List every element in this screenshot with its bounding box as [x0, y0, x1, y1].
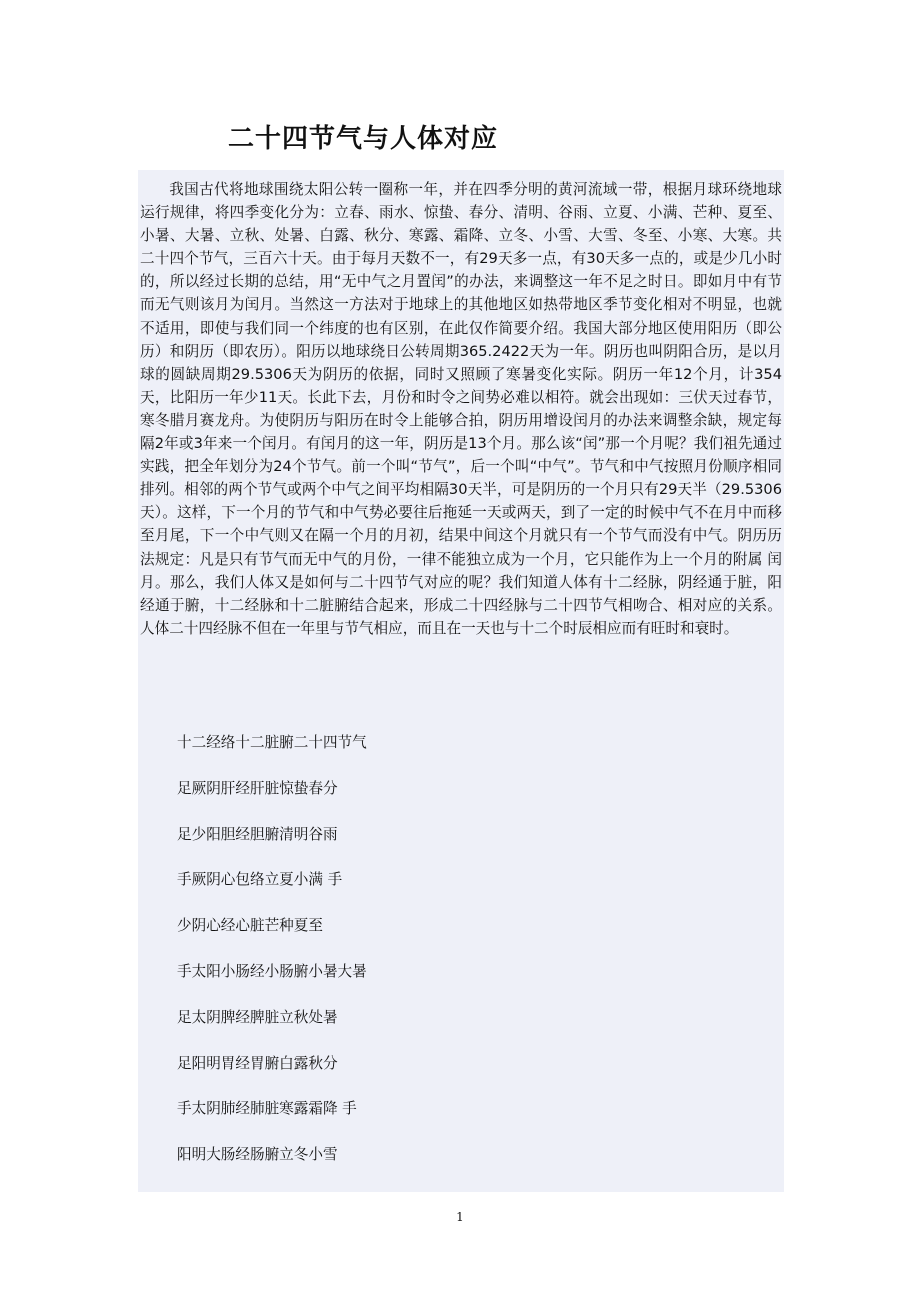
list-item: 手厥阴心包络立夏小满 手: [177, 871, 343, 889]
list-item: 手太阳小肠经小肠腑小暑大暑: [177, 962, 367, 980]
list-item: 足太阴脾经脾脏立秋处暑: [177, 1008, 338, 1026]
document-title: 二十四节气与人体对应: [228, 124, 499, 154]
meridian-solar-term-list: [177, 732, 367, 1190]
list-item: 少阴心经心脏芒种夏至: [177, 917, 323, 935]
list-item: 手太阴肺经肺脏寒露霜降 手: [177, 1100, 357, 1118]
page-number: 1: [456, 1210, 464, 1224]
list-item: 十二经络十二脏腑二十四节气: [177, 734, 367, 751]
list-item: 阳明大肠经肠腑立冬小雪: [177, 1146, 338, 1164]
list-item: 足厥阴肝经肝脏惊蛰春分: [177, 779, 338, 797]
body-paragraph: 我国古代将地球围绕太阳公转一圈称一年，并在四季分明的黄河流域一带，根据月球环绕地球运行规律，将四季变化分为：立春、雨水、惊蛰、春分、清明、谷雨、立夏、小满、芒种、夏至、小暑、大暑、立秋、处暑、白露、秋分、寒露、霜降、立冬、小雪、大雪、冬至、小寒、大寒。共二十四个节气，三百六十天。由于每月天数不一，有29天多一点，有30天多一点的，或是少几小时的，所以经过长期的总结，用“无中气之月置闰”的办法，来调整这一年不足之时日。即如月中有节而无气则该月为闰月。当然这一方法对于地球上的其他地区如热带地区季节变化相对不明显，也就不适用，即使与我们同一个纬度的也有区别，在此仅作简要介绍。我国大部分地区使用阳历（即公历）和阴历（即农历）。阳历以地球绕日公转周期365.2422天为一年。阴历也叫阴阳合历，是以月球的圆缺周期29.5306天为阴历的依据，同时又照顾了寒暑变化实际。阴历一年12个月，计354天，比阳历一年少11天。长此下去，月份和时令之间势必难以相符。就会出现如：三伏天过春节，寒冬腊月赛龙舟。为使阴历与阳历在时令上能够合拍，阴历用增设闰月的办法来调整余缺，规定每隔2年或3年来一个闰月。有闰月的这一年，阴历是13个月。那么该“闰”那一个月呢？我们祖先通过实践，把全年划分为24个节气。前一个叫“节气”，后一个叫“中气”。节气和中气按照月份顺序相同排列。相邻的两个节气或两个中气之间平均相隔30天半，可是阴历的一个月只有29天半（29.5306天）。这样，下一个月的节气和中气势必要往后拖延一天或两天，到了一定的时候中气不在月中而移至月尾，下一个中气则又在隔一个月的月初，结果中间这个月就只有一个节气而没有中气。阴历历法规定：凡是只有节气而无中气的月份，一律不能独立成为一个月，它只能作为上一个月的附属 闰月。那么，我们人体又是如何与二十四节气对应的呢？我们知道人体有十二经脉，阴经通于脏，阳经通于腑，十二经脉和十二脏腑结合起来，形成二十四经脉与二十四节气相吻合、相对应的关系。人体二十四经脉不但在一年里与节气相应，而且在一天也与十二个时辰相应而有旺时和衰时。: [140, 181, 782, 637]
list-item: 足少阳胆经胆腑清明谷雨: [177, 825, 338, 843]
list-item: 足阳明胃经胃腑白露秋分: [177, 1054, 338, 1072]
